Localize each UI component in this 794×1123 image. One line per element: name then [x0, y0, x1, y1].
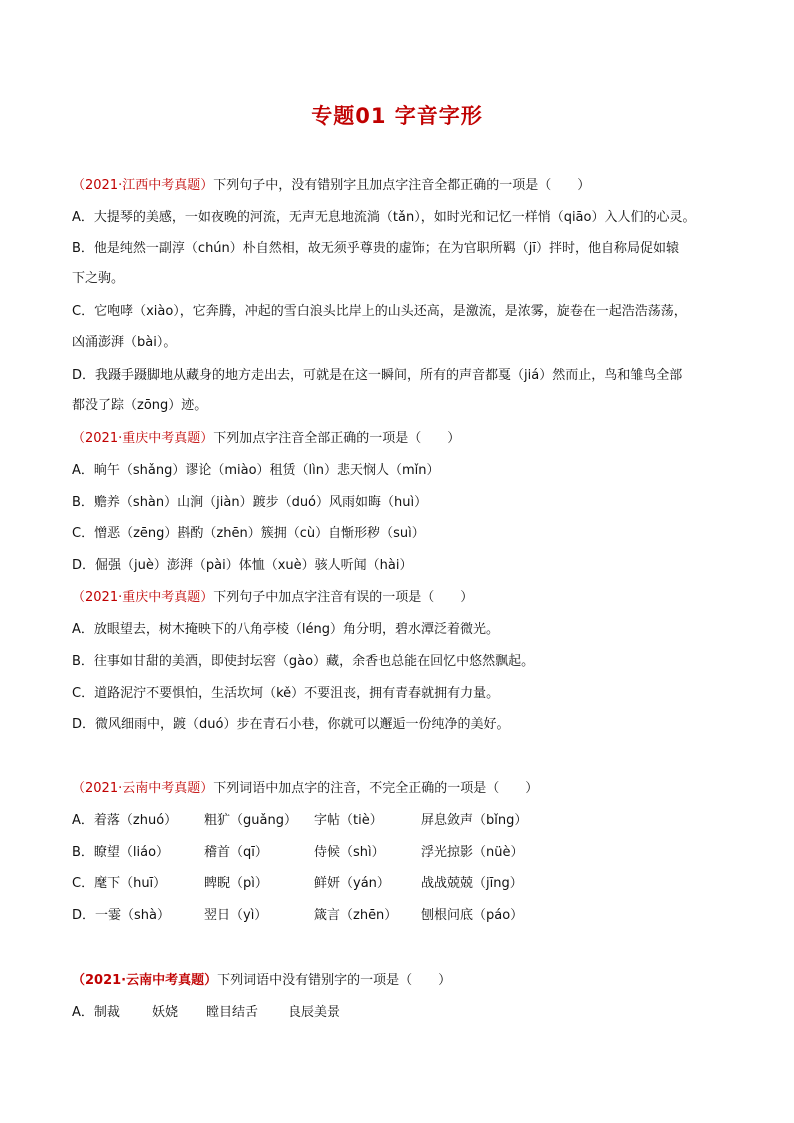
option-c: C．道路泥泞不要惧怕，生活坎坷（kě）不要沮丧，拥有青春就拥有力量。 [72, 686, 500, 701]
question-source: （2021·云南中考真题） [72, 781, 214, 796]
word-cell: 刨根问底（páo） [421, 908, 524, 923]
option-d-row [72, 907, 561, 925]
word-cell: 粗犷（guǎng） [204, 813, 297, 828]
word-cell: 鲜妍（yán） [314, 876, 390, 891]
word-cell: A．制裁 [72, 1005, 120, 1020]
word-cell: 浮光掠影（nüè） [421, 845, 524, 860]
option-b: B．赡养（shàn）山涧（jiàn）踱步（duó）风雨如晦（huì） [72, 495, 428, 510]
question-stem: 下列句子中加点字注音有误的一项是（ ） [213, 590, 474, 605]
question-3-header [72, 589, 473, 607]
word-cell: 屏息敛声（bǐng） [421, 813, 528, 828]
word-cell: 睥睨（pì） [204, 876, 268, 891]
option-c: C．它咆哮（xiào），它奔腾，冲起的雪白浪头比岸上的山头还高，是激流，是浓雾，旋卷在一起浩浩荡荡， [72, 304, 687, 319]
word-cell: A．着落（zhuó） [72, 813, 178, 828]
question-4-header [72, 780, 538, 798]
option-b-cont: 下之驹。 [72, 271, 125, 286]
option-a-row [72, 812, 561, 830]
question-source: （2021·云南中考真题） [72, 973, 218, 988]
option-c-row [72, 875, 561, 893]
question-stem: 下列加点字注音全部正确的一项是（ ） [213, 431, 461, 446]
option-c-cont: 凶涌澎湃（bài）。 [72, 335, 177, 350]
option-a: A．放眼望去，树木掩映下的八角亭棱（léng）角分明，碧水潭泛着微光。 [72, 622, 499, 637]
option-c: C．憎恶（zēng）斟酌（zhēn）簇拥（cù）自惭形秽（suì） [72, 526, 425, 541]
word-cell: 侍候（shì） [314, 845, 385, 860]
word-cell: 妖娆 [152, 1005, 179, 1020]
option-b: B．他是纯然一副淳（chún）朴自然相，故无须乎尊贵的虚饰；在为官职所羁（jī）拌时，他自称局促如辕 [72, 241, 680, 256]
word-cell: 战战兢兢（jīng） [421, 876, 523, 891]
question-1-header [72, 177, 590, 195]
word-cell: D．一霎（shà） [72, 908, 170, 923]
word-cell: C．麾下（huī） [72, 876, 167, 891]
word-cell: 良辰美景 [288, 1005, 341, 1020]
option-a: A．晌午（shǎng）谬论（miào）租赁（lìn）悲天悯人（mǐn） [72, 463, 440, 478]
option-d: D．我蹑手蹑脚地从藏身的地方走出去，可就是在这一瞬间，所有的声音都戛（jiá）然而止，鸟和雏鸟全部 [72, 368, 683, 383]
word-cell: 稽首（qī） [204, 845, 268, 860]
option-a-row [72, 1004, 378, 1022]
word-cell: 箴言（zhēn） [314, 908, 398, 923]
question-stem: 下列词语中没有错别字的一项是（ ） [217, 973, 452, 988]
page-title: 专题01 字音字形 [311, 104, 483, 128]
question-source: （2021·江西中考真题） [72, 178, 214, 193]
question-stem: 下列句子中，没有错别字且加点字注音全都正确的一项是（ ） [213, 178, 591, 193]
question-2-header [72, 430, 460, 448]
word-cell: 字帖（tiè） [314, 813, 383, 828]
option-b-row [72, 844, 561, 862]
word-cell: 翌日（yì） [204, 908, 268, 923]
question-source: （2021·重庆中考真题） [72, 590, 214, 605]
option-d: D．微风细雨中，踱（duó）步在青石小巷，你就可以邂逅一份纯净的美好。 [72, 717, 510, 732]
word-cell: 瞠目结舌 [206, 1005, 259, 1020]
word-cell: B．瞭望（liáo） [72, 845, 170, 860]
question-source: （2021·重庆中考真题） [72, 431, 214, 446]
option-d-cont: 都没了踪（zōng）迹。 [72, 398, 208, 413]
question-5-header [72, 972, 451, 990]
option-b: B．往事如甘甜的美酒，即使封坛窖（gào）藏，余香也总能在回忆中悠然飘起。 [72, 654, 535, 669]
question-stem: 下列词语中加点字的注音，不完全正确的一项是（ ） [213, 781, 539, 796]
option-a: A．大提琴的美感，一如夜晚的河流，无声无息地流淌（tǎn），如时光和记忆一样悄（qiāo）入人们的心灵。 [72, 210, 696, 225]
option-d: D．倔强（juè）澎湃（pài）体恤（xuè）骇人听闻（hài） [72, 558, 413, 573]
